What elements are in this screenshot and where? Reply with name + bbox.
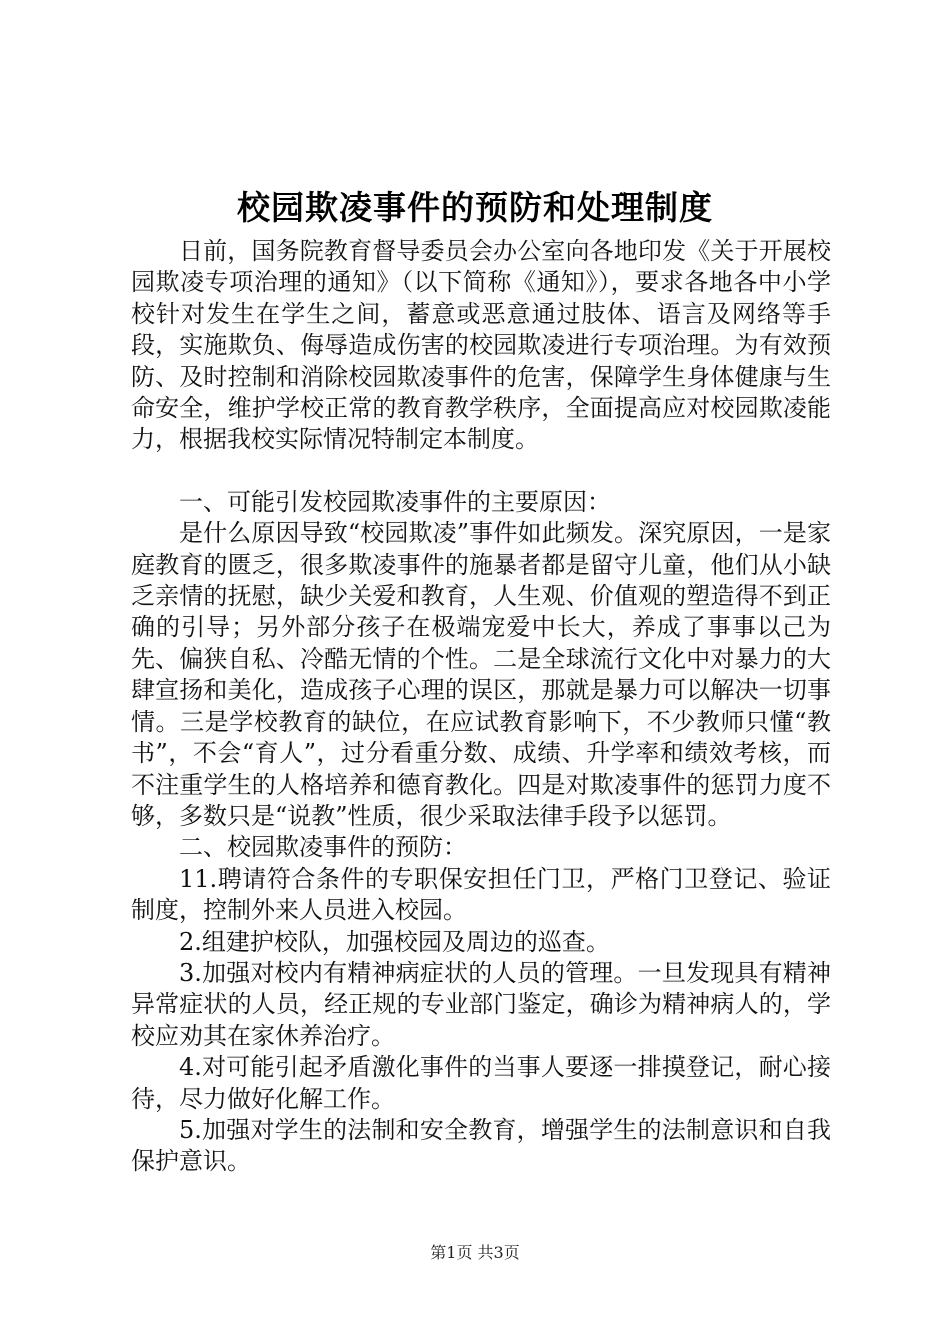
document-body bbox=[131, 236, 831, 1178]
list-item: 4.对可能引起矛盾激化事件的当事人要逐一排摸登记，耐心接待，尽力做好化解工作。 bbox=[131, 1053, 831, 1113]
list-item: 11.聘请符合条件的专职保安担任门卫，严格门卫登记、验证制度，控制外来人员进入校园。 bbox=[131, 864, 831, 925]
document-title: 校园欺凌事件的预防和处理制度 bbox=[237, 188, 713, 227]
section-heading-prevention: 二、校园欺凌事件的预防： bbox=[179, 833, 467, 862]
page-number-footer: 第1页 共3页 bbox=[430, 1243, 520, 1262]
paragraph-causes: 是什么原因导致“校园欺凌”事件如此频发。深究原因，一是家庭教育的匮乏，很多欺凌事件的施暴者都是留守儿童，他们从小缺乏亲情的抚慰，缺少关爱和教育，人生观、价值观的塑造得不到正确的引导；另外部分孩子在极端宠爱中长大，养成了事事以己为先、偏狭自私、冷酷无情的个性。二是全球流行文化中对暴力的大肆宣扬和美化，造成孩子心理的误区，那就是暴力可以解决一切事情。三是学校教育的缺位，在应试教育影响下，不少教师只懂“教书”，不会“育人”，过分看重分数、成绩、升学率和绩效考核，而不注重学生的人格培养和德育教化。四是对欺凌事件的惩罚力度不够，多数只是“说教”性质，很少采取法律手段予以惩罚。 bbox=[131, 519, 831, 830]
paragraph-intro: 日前，国务院教育督导委员会办公室向各地印发《关于开展校园欺凌专项治理的通知》（以下简称《通知》），要求各地各中小学校针对发生在学生之间，蓄意或恶意通过肢体、语言及网络等手段，实施欺负、侮辱造成伤害的校园欺凌进行专项治理。为有效预防、及时控制和消除校园欺凌事件的危害，保障学生身体健康与生命安全，维护学校正常的教育教学秩序，全面提高应对校园欺凌能力，根据我校实际情况特制定本制度。 bbox=[131, 237, 831, 454]
list-item: 3.加强对校内有精神病症状的人员的管理。一旦发现具有精神异常症状的人员，经正规的专业部门鉴定，确诊为精神病人的，学校应劝其在家休养治疗。 bbox=[131, 958, 831, 1050]
list-item: 2.组建护校队，加强校园及周边的巡查。 bbox=[179, 927, 610, 956]
section-heading-causes: 一、可能引发校园欺凌事件的主要原因： bbox=[179, 487, 611, 516]
list-item: 5.加强对学生的法制和安全教育，增强学生的法制意识和自我保护意识。 bbox=[131, 1115, 831, 1176]
